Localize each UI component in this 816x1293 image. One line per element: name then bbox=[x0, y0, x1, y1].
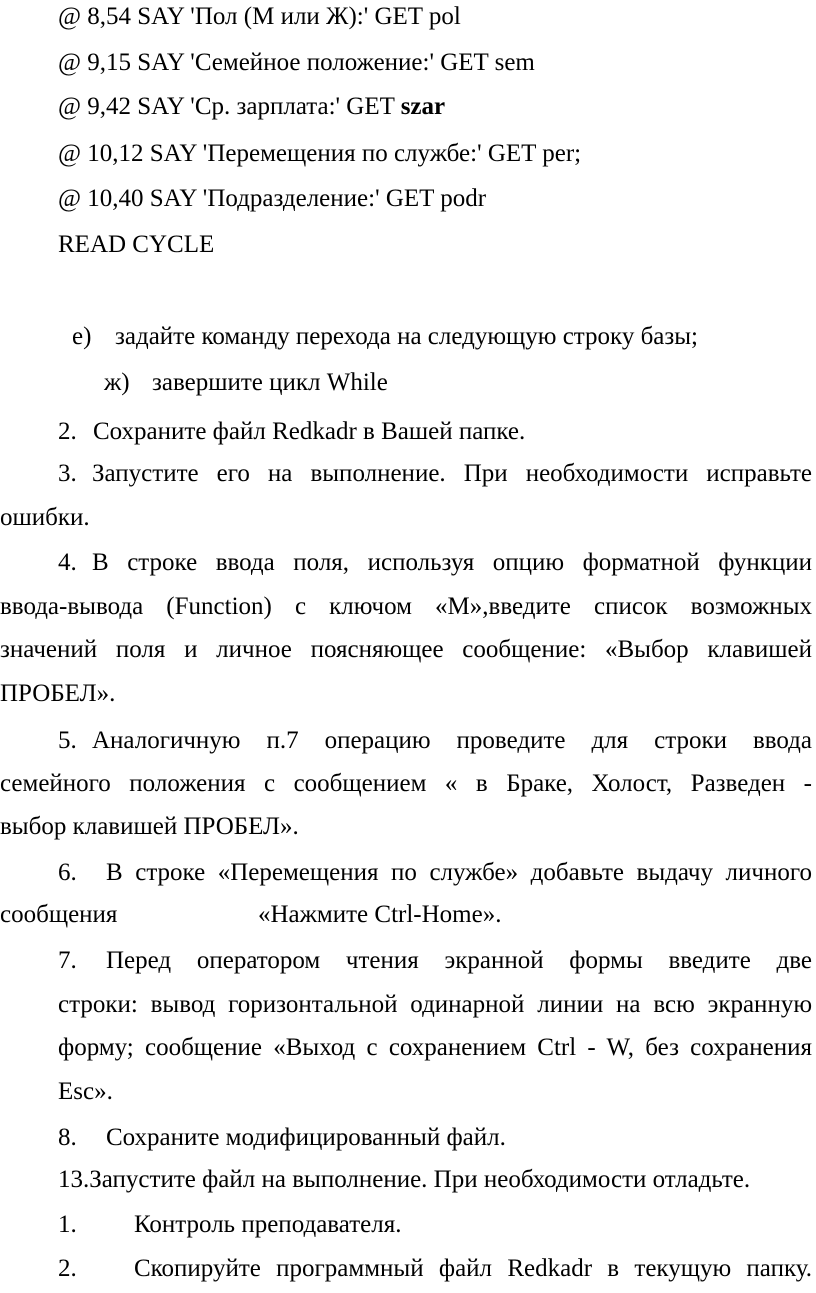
code-line-2: @ 9,15 SAY 'Семейное положение:' GET sem bbox=[58, 49, 535, 76]
step-7-line-1: Перед оператором чтения экранной формы введите две bbox=[106, 947, 812, 974]
step-3-line-1: Запустите его на выполнение. При необходимости исправьте bbox=[92, 460, 812, 487]
step-13-text: 13.Запустите файл на выполнение. При необходимости отладьте. bbox=[58, 1166, 751, 1193]
code-line-5: @ 10,40 SAY 'Подразделение:' GET podr bbox=[58, 185, 487, 212]
final-1-number: 1. bbox=[58, 1211, 77, 1238]
code-variable: szar bbox=[400, 93, 446, 120]
step-6-line-2a: сообщения bbox=[0, 901, 118, 928]
substep-e-marker: е) bbox=[72, 323, 92, 350]
step-7-line-4: Esc». bbox=[58, 1078, 113, 1105]
final-1-text: Контроль преподавателя. bbox=[134, 1211, 402, 1238]
code-line-3-text: @ 9,42 SAY 'Ср. зарплата:' GET bbox=[58, 93, 401, 120]
step-4-line-3: значений поля и личное поясняющее сообщение: «Выбор клавишей bbox=[0, 636, 812, 663]
code-line-4: @ 10,12 SAY 'Перемещения по службе:' GET per; bbox=[58, 140, 582, 167]
final-2-number: 2. bbox=[58, 1255, 77, 1282]
step-5-line-1: Аналогичную п.7 операцию проведите для строки ввода bbox=[92, 727, 812, 754]
substep-zh-text: завершите цикл While bbox=[152, 369, 388, 396]
step-6-line-2b: «Нажмите Ctrl-Home». bbox=[258, 901, 502, 928]
step-5-number: 5. bbox=[58, 727, 77, 754]
step-5-line-3: выбор клавишей ПРОБЕЛ». bbox=[0, 813, 299, 840]
step-6-line-1: В строке «Перемещения по службе» добавьте выдачу личного bbox=[106, 859, 812, 886]
step-4-line-4: ПРОБЕЛ». bbox=[0, 680, 116, 707]
code-line-3 bbox=[58, 92, 445, 122]
substep-zh-marker: ж) bbox=[104, 369, 130, 396]
step-4-line-2: ввода-вывода (Function) с ключом «М»,введите список возможных bbox=[0, 593, 812, 620]
step-5-line-2: семейного положения с сообщением « в Браке, Холост, Разведен - bbox=[0, 770, 812, 797]
step-7-number: 7. bbox=[58, 947, 77, 974]
step-8-number: 8. bbox=[58, 1124, 77, 1151]
step-8-text: Сохраните модифицированный файл. bbox=[106, 1124, 506, 1151]
step-3-number: 3. bbox=[58, 460, 77, 487]
final-2-text: Скопируйте программный файл Redkadr в текущую папку. bbox=[134, 1255, 812, 1282]
code-line-6: READ CYCLE bbox=[58, 231, 215, 258]
step-7-line-2: строки: вывод горизонтальной одинарной линии на всю экранную bbox=[58, 991, 812, 1018]
substep-e-text: задайте команду перехода на следующую строку базы; bbox=[115, 323, 699, 350]
step-4-number: 4. bbox=[58, 549, 77, 576]
step-2-text: Сохраните файл Redkadr в Вашей папке. bbox=[93, 418, 526, 445]
step-2-number: 2. bbox=[58, 418, 77, 445]
code-line-1: @ 8,54 SAY 'Пол (М или Ж):' GET pol bbox=[58, 3, 461, 30]
step-6-number: 6. bbox=[58, 859, 77, 886]
step-4-line-1: В строке ввода поля, используя опцию форматной функции bbox=[92, 549, 812, 576]
step-3-line-2: ошибки. bbox=[0, 504, 90, 531]
step-7-line-3: форму; сообщение «Выход с сохранением Ctrl - W, без сохранения bbox=[58, 1034, 812, 1061]
